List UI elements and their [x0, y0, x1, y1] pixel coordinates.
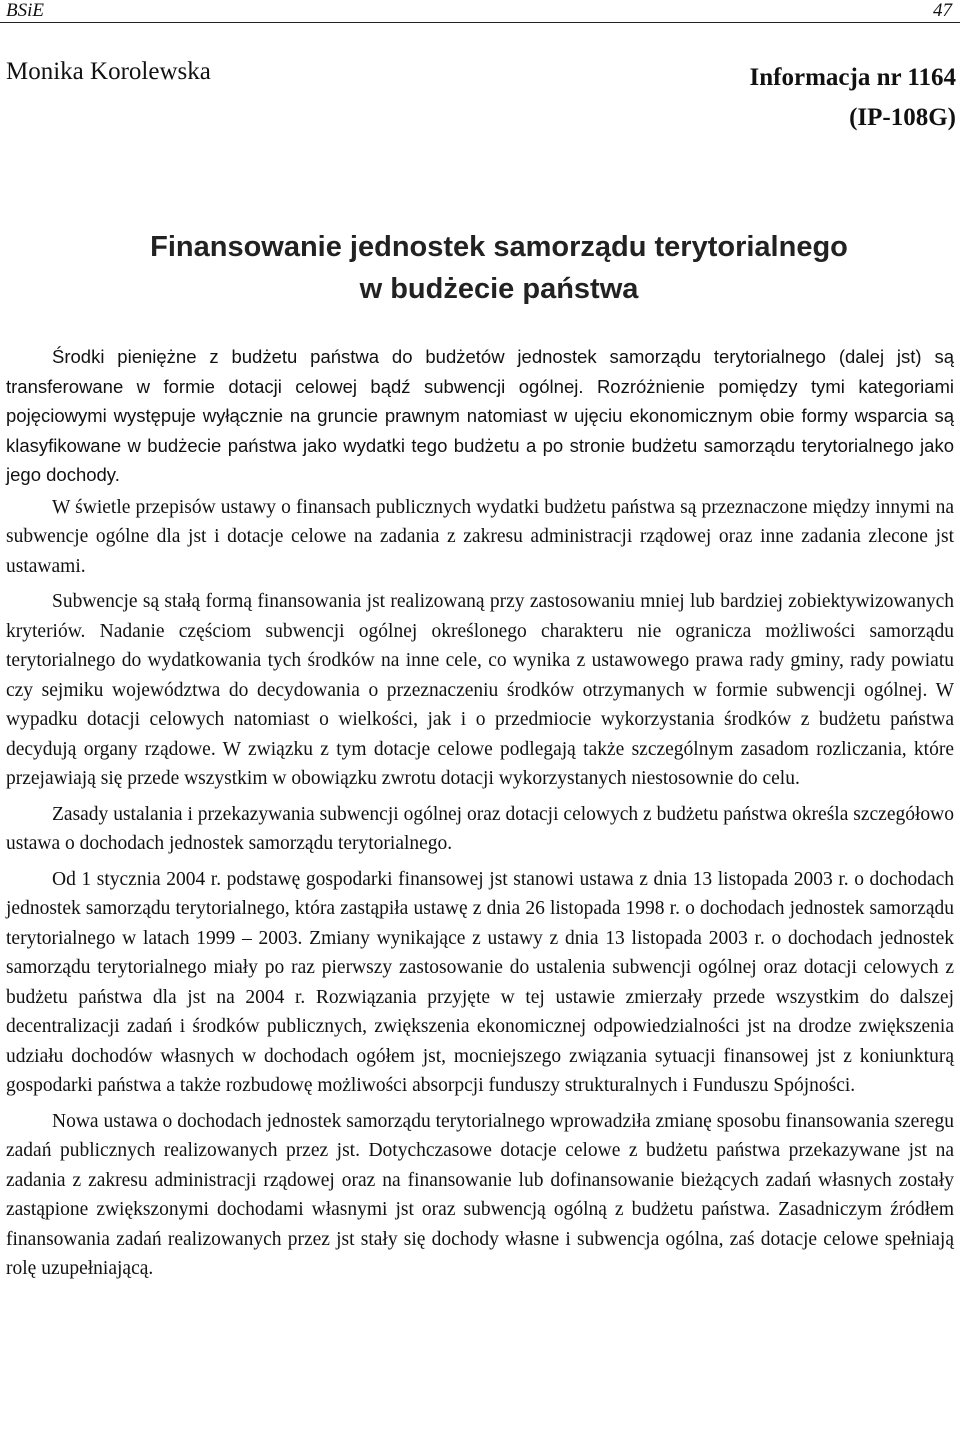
journal-name: BSiE [6, 0, 44, 21]
document-title [0, 226, 960, 310]
paragraph-6: Nowa ustawa o dochodach jednostek samorządu terytorialnego wprowadziła zmianę sposobu finansowania szeregu zadań publicznych realizowanych przez jst. Dotychczasowe dotacje celowe z budżetu państwa przekazywane jst na zadania z zakresu administracji rządowej oraz na finansowanie lub dofinansowanie bieżących zadań własnych zostały zastąpione zwiększonymi dochodami własnymi jst oraz subwencją ogólną z budżetu państwa. Zasadniczym źródłem finansowania zadań realizowanych przez jst stały się dochody własne i subwencja ogólna, zaś dotacje celowe spełniają rolę uzupełniającą. [6, 1110, 954, 1279]
paragraph-2: W świetle przepisów ustawy o finansach publicznych wydatki budżetu państwa są przeznaczone między innymi na subwencje ogólne dla jst i dotacje celowe na zadania z zakresu administracji rządowej oraz inne zadania zlecone jst ustawami. [6, 496, 954, 577]
paragraph-5: Od 1 stycznia 2004 r. podstawę gospodarki finansowej jst stanowi ustawa z dnia 13 listopada 2003 r. o dochodach jednostek samorządu terytorialnego, która zastąpiła ustawę z dnia 26 listopada 1998 r. o dochodach jednostek samorządu terytorialnego w latach 1999 – 2003. Zmiany wynikające z ustawy z dnia 13 listopada 2003 r. o dochodach jednostek samorządu terytorialnego miały po raz pierwszy zastosowanie do ustalenia subwencji ogólnej oraz dotacji celowych z budżetu państwa dla jst na 2004 r. Rozwiązania przyjęte w tej ustawie zmierzały przede wszystkim do dalszej decentralizacji zadań i środków publicznych, zwiększenia ekonomicznej odpowiedzialności jst na drodze zwiększenia udziału dochodów własnych w dochodach ogółem jst, mocniejszego związania sytuacji finansowej jst z koniunkturą gospodarki państwa a także rozbudowę możliwości absorpcji funduszy strukturalnych i Funduszu Spójności. [6, 868, 954, 1096]
paragraph-3: Subwencje są stałą formą finansowania jst realizowaną przy zastosowaniu mniej lub bardziej zobiektywizowanych kryteriów. Nadanie częściom subwencji ogólnej określonego charakteru nie ogranicza możliwości samorządu terytorialnego do wydatkowania tych środków na inne cele, co wynika z ustawowego prawa rady gminy, rady powiatu czy sejmiku województwa do decydowania o przeznaczeniu środków otrzymanych w formie subwencji ogólnej. W wypadku dotacji celowych natomiast o wielkości, jak i o przedmiocie wykorzystania środków z budżetu państwa decydują organy rządowe. W związku z tym dotacje celowe podlegają także szczególnym zasadom rozliczania, które przejawiają się przede wszystkim w obowiązku zwrotu dotacji wykorzystanych niestosownie do celu. [6, 591, 954, 789]
body-text [6, 342, 954, 1290]
title-line-2: w budżecie państwa [359, 273, 639, 305]
information-code: (IP-108G) [849, 104, 956, 131]
paragraph-1: Środki pieniężne z budżetu państwa do budżetów jednostek samorządu terytorialnego (dalej jst) są transferowane w formie dotacji celowej bądź subwencji ogólnej. Rozróżnienie pomiędzy tymi kategoriami pojęciowymi występuje wyłącznie na gruncie prawnym natomiast w ujęciu ekonomicznym obie formy wsparcia są klasyfikowane w budżecie państwa jako wydatki tego budżetu a po stronie budżetu samorządu terytorialnego jako jego dochody. [6, 346, 954, 485]
title-line-1: Finansowanie jednostek samorządu terytorialnego [150, 231, 848, 263]
author-name: Monika Korolewska [6, 58, 211, 85]
paragraph-4: Zasady ustalania i przekazywania subwencji ogólnej oraz dotacji celowych z budżetu państwa określa szczegółowo ustawa o dochodach jednostek samorządu terytorialnego. [6, 803, 954, 854]
running-header [0, 0, 960, 23]
information-number: Informacja nr 1164 [749, 64, 956, 91]
information-number-block [750, 58, 956, 138]
page-number: 47 [933, 0, 952, 21]
